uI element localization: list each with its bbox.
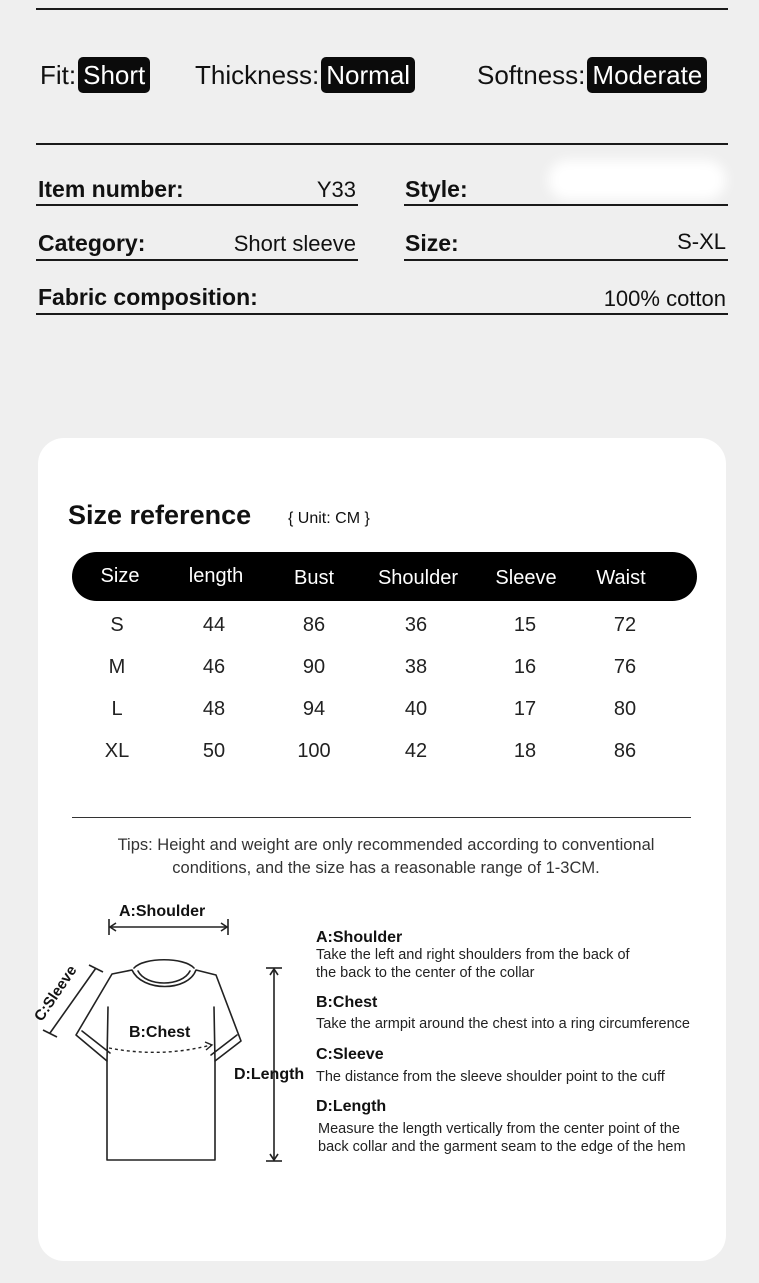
table-cell: 80 [613, 698, 637, 720]
legend-sleeve-text [316, 1068, 665, 1086]
size-label: Size: [405, 230, 459, 256]
legend-sleeve-title: C:Sleeve [316, 1046, 384, 1063]
legend-length-title: D:Length [316, 1098, 387, 1115]
legend-shoulder-title: A:Shoulder [316, 929, 403, 946]
column-header-shoulder: Shoulder [377, 567, 459, 589]
softness-value-badge: Moderate [587, 57, 707, 93]
table-cell: 15 [513, 614, 537, 636]
column-header-sleeve: Sleeve [495, 567, 557, 589]
category-value: Short sleeve [233, 231, 356, 256]
chest-measure-line [109, 1045, 211, 1052]
diagram-shoulder-label: A:Shoulder [119, 903, 206, 920]
diagram-sleeve-label: C:Sleeve [30, 962, 81, 1025]
column-header-size: Size [100, 565, 140, 587]
table-cell: 46 [202, 656, 226, 678]
table-cell: 100 [297, 740, 331, 762]
column-header-length: length [188, 565, 244, 587]
fabric-composition-value: 100% cotton [603, 286, 726, 311]
legend-length-line-1: Measure the length vertically from the center point of the [318, 1121, 680, 1137]
table-cell: 48 [202, 698, 226, 720]
table-cell: 40 [404, 698, 428, 720]
category-label: Category: [38, 230, 146, 256]
table-cell: 50 [202, 740, 226, 762]
tshirt-armhole-left [107, 1007, 108, 1061]
fit-label: Fit: [40, 59, 77, 90]
table-cell: 16 [513, 656, 537, 678]
legend-chest-text [316, 1015, 690, 1033]
legend-chest-title: B:Chest [316, 994, 378, 1011]
style-value-blur [548, 160, 726, 200]
legend-length-text [318, 1120, 686, 1156]
fabric-underline [36, 313, 728, 315]
table-cell: M [108, 656, 126, 678]
tshirt-collar-inner [138, 971, 190, 983]
tshirt-outline [76, 970, 241, 1160]
legend-shoulder-line-2: the back to the center of the collar [316, 965, 535, 981]
table-cell: 42 [404, 740, 428, 762]
thickness-attribute [195, 57, 415, 93]
diagram-length-label: D:Length [234, 1066, 305, 1083]
table-cell: 76 [613, 656, 637, 678]
softness-label: Softness: [477, 59, 586, 90]
item-number-value: Y33 [316, 177, 356, 202]
table-cell: 18 [513, 740, 537, 762]
table-cell: 44 [202, 614, 226, 636]
table-cell: 38 [404, 656, 428, 678]
table-cell: S [110, 614, 124, 636]
table-cell: 36 [404, 614, 428, 636]
table-divider [72, 817, 691, 818]
table-cell: 94 [302, 698, 326, 720]
category-underline [36, 259, 358, 261]
legend-shoulder-line-1: Take the left and right shoulders from the back of [316, 947, 630, 963]
attributes-divider [36, 143, 728, 145]
table-cell: 72 [613, 614, 637, 636]
legend-length-line-2: back collar and the garment seam to the edge of the hem [318, 1139, 686, 1155]
legend-chest-line-1: Take the armpit around the chest into a ring circumference [316, 1016, 690, 1032]
legend-sleeve-line-1: The distance from the sleeve shoulder point to the cuff [316, 1069, 665, 1085]
table-cell: 86 [613, 740, 637, 762]
unit-label: { Unit: CM } [288, 510, 370, 527]
table-cell: L [111, 698, 123, 720]
table-cell: 17 [513, 698, 537, 720]
thickness-label: Thickness: [195, 59, 320, 90]
fabric-composition-label: Fabric composition: [38, 284, 258, 310]
style-underline [404, 204, 728, 206]
table-cell: XL [104, 740, 130, 762]
diagram-chest-label: B:Chest [129, 1024, 191, 1041]
tshirt-cuff-left [82, 1031, 110, 1053]
size-underline [404, 259, 728, 261]
softness-attribute [477, 57, 707, 93]
column-header-waist: Waist [596, 567, 646, 589]
size-reference-title: Size reference [68, 500, 252, 530]
table-cell: 90 [302, 656, 326, 678]
tips-line-2: conditions, and the size has a reasonable range of 1-3CM. [172, 859, 600, 877]
thickness-value-badge: Normal [321, 57, 415, 93]
fit-attribute [40, 57, 150, 93]
column-header-bust: Bust [293, 567, 335, 589]
top-divider [36, 8, 728, 10]
size-value: S-XL [677, 229, 726, 254]
tips-text [72, 834, 700, 880]
table-cell: 86 [302, 614, 326, 636]
item-number-underline [36, 204, 358, 206]
style-label: Style: [405, 176, 468, 202]
tips-line-1: Tips: Height and weight are only recommended according to conventional [117, 836, 655, 854]
legend-shoulder-text [316, 946, 630, 982]
item-number-label: Item number: [38, 176, 184, 202]
tshirt-collar-outer [134, 960, 194, 968]
fit-value-badge: Short [78, 57, 150, 93]
tshirt-armhole-right [214, 1007, 215, 1061]
